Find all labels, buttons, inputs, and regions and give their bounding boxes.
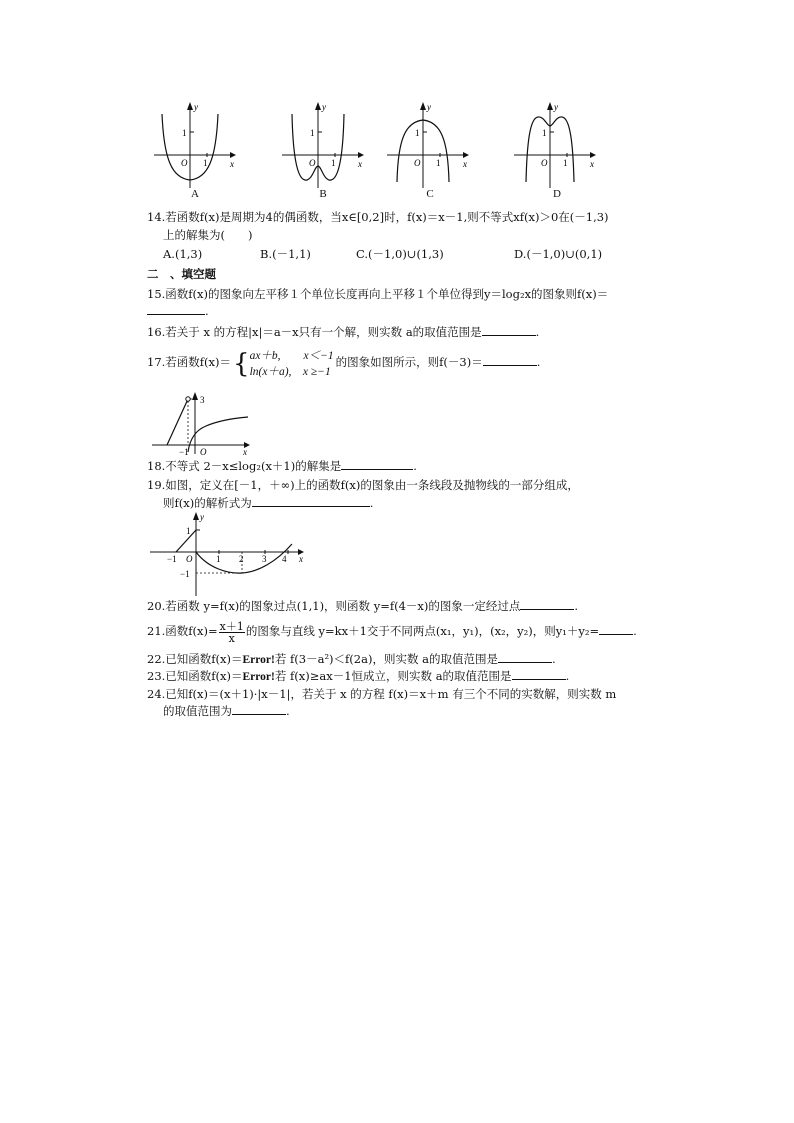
q23-line: [147, 669, 569, 684]
graph-c: [385, 100, 475, 205]
q19-line2: [163, 496, 373, 510]
origin-label: O: [309, 158, 316, 168]
axis-x-label: x: [590, 159, 594, 169]
tick-label-x-one: 1: [563, 158, 568, 168]
q21-fraction: [219, 621, 245, 644]
axis-x-label: x: [358, 159, 362, 169]
q21-suffix: 的图象与直线 y=kx＋1交于不同两点(x₁，y₁)，(x₂，y₂)，则y₁＋y₂=: [245, 624, 600, 638]
q23-end: .: [565, 669, 570, 683]
q20-end: .: [574, 599, 579, 613]
q24-text: 的取值范围为: [163, 704, 232, 718]
q17-prefix: 17.若函数f(x)＝: [147, 355, 232, 369]
q14-line1: 14.若函数f(x)是周期为4的偶函数，当x∈[0,2]时，f(x)＝x－1,则不等式xf(x)＞0在(－1,3): [147, 210, 609, 224]
fig19-origin: O: [186, 554, 193, 564]
q19-text: 则f(x)的解析式为: [163, 496, 252, 510]
graph-d-plot: [512, 100, 602, 190]
tick-label-x-one: 1: [331, 158, 336, 168]
origin-label: O: [181, 158, 188, 168]
axis-y-label: y: [194, 102, 198, 112]
q17-cases: [250, 348, 334, 380]
q22-answer-blank: [498, 652, 552, 663]
fig17-label-neg-one: −1: [179, 447, 189, 456]
q18-answer-blank: [341, 459, 413, 470]
q22-line: [147, 652, 556, 667]
q18-text: 18.不等式 2－x≤log₂(x＋1)的解集是: [147, 459, 342, 473]
q22-error-text: Error!: [242, 654, 275, 666]
graph-b: [278, 100, 368, 205]
q15-end: .: [205, 304, 209, 318]
q21-denominator: x: [228, 631, 235, 645]
q17-figure: [150, 390, 255, 456]
fig19-axis-x: x: [299, 554, 303, 564]
q17-brace: {: [233, 349, 250, 379]
q15-line1: 15.函数f(x)的图象向左平移１个单位长度再向上平移１个单位得到y＝log₂x的图象则f(x)＝: [147, 287, 609, 301]
fig17-origin: O: [200, 447, 207, 456]
q21-numerator: x＋1: [219, 619, 244, 633]
q18-end: .: [413, 459, 417, 473]
graph-b-caption: B: [319, 188, 327, 200]
tick-label-x-one: 1: [436, 158, 441, 168]
fig19-label-one-y: 1: [186, 526, 191, 536]
q22-end: .: [551, 652, 556, 666]
q14-option-c: C.(－1,0)∪(1,3): [356, 247, 444, 261]
q24-line2: [163, 704, 290, 718]
q20-answer-blank: [520, 599, 574, 610]
fig19-tick-neg-one: −1: [167, 554, 177, 564]
q16-line: [147, 325, 539, 339]
tick-label-y-one: 1: [542, 128, 547, 138]
fig19-axis-y: y: [200, 512, 204, 522]
graph-c-caption: C: [426, 188, 434, 200]
q17-line: [147, 344, 540, 381]
q22-prefix: 22.已知函数f(x)＝: [147, 652, 243, 666]
q23-error-text: Error!: [242, 671, 275, 683]
q15-line2: [147, 304, 209, 318]
q14-line2: 上的解集为( ): [163, 228, 253, 242]
tick-label-y-one: 1: [415, 128, 420, 138]
q17-case1: ax＋b, x＜−1: [249, 350, 334, 362]
q16-end: .: [535, 325, 540, 339]
q17-end: .: [536, 355, 541, 369]
axis-x-label: x: [230, 159, 234, 169]
graph-b-plot: [278, 100, 368, 190]
graph-d: [512, 100, 602, 205]
q15-answer-blank: [147, 304, 205, 315]
axis-y-label: y: [554, 102, 558, 112]
fig19-tick-one: 1: [216, 554, 221, 564]
q21-answer-blank: [599, 624, 633, 635]
axis-y-label: y: [322, 102, 326, 112]
q21-end: .: [633, 624, 637, 638]
axis-x-label: x: [463, 159, 467, 169]
axis-y-label: y: [427, 102, 431, 112]
q21-line: [147, 614, 637, 648]
q20-line: [147, 599, 578, 613]
q17-answer-blank: [483, 355, 537, 366]
origin-label: O: [541, 158, 548, 168]
q24-answer-blank: [232, 704, 286, 715]
origin-label: O: [414, 158, 421, 168]
graph-options: [150, 100, 600, 205]
graph-a-caption: A: [191, 188, 199, 200]
q17-piecewise: [233, 345, 334, 381]
tick-label-y-one: 1: [310, 128, 315, 138]
q19-line1: 19.如图，定义在[－1，＋∞)上的函数f(x)的图象由一条线段及抛物线的一部分组成，: [147, 478, 579, 492]
graph-a: [150, 100, 240, 205]
q21-prefix: 21.函数f(x)=: [147, 624, 218, 638]
q22-suffix: 若 f(3－a²)＜f(2a)，则实数 a的取值范围是: [274, 652, 498, 666]
tick-label-y-one: 1: [182, 128, 187, 138]
fig19-label-neg-one-y: −1: [180, 569, 190, 579]
q17-suffix: 的图象如图所示，则f(－3)＝: [335, 355, 483, 369]
q24-line1: 24.已知f(x)＝(x＋1)·|x－1|，若关于 x 的方程 f(x)＝x＋m 有三个不同的实数解，则实数 m: [147, 687, 617, 701]
q16-answer-blank: [482, 325, 536, 336]
fig19-tick-four: 4: [282, 554, 287, 564]
q14-option-d: D.(－1,0)∪(0,1): [514, 247, 603, 261]
section-fill-in-heading: 二 、填空题: [147, 267, 216, 281]
q23-answer-blank: [512, 669, 566, 680]
graph-a-plot: [150, 100, 240, 190]
q17-case2: ln(x＋a), x ≥−1: [249, 366, 331, 378]
graph-c-plot: [385, 100, 475, 190]
graph-d-caption: D: [553, 188, 561, 200]
q14-option-a: A.(1,3): [163, 247, 203, 261]
q14-options: [163, 247, 602, 261]
q23-suffix: 若 f(x)≥ax－1恒成立，则实数 a的取值范围是: [274, 669, 512, 683]
q19-answer-blank: [252, 496, 370, 507]
q20-text: 20.若函数 y=f(x)的图象过点(1,1)，则函数 y=f(4－x)的图象一定经过点: [147, 599, 521, 613]
q24-end: .: [286, 704, 290, 718]
q16-text: 16.若关于 x 的方程|x|＝a－x只有一个解，则实数 a的取值范围是: [147, 325, 482, 339]
fig17-axis-x: x: [243, 447, 247, 456]
q19-end: .: [369, 496, 374, 510]
fig17-label-three: 3: [200, 395, 205, 405]
q18-line: [147, 459, 417, 473]
q19-figure: [148, 510, 308, 598]
tick-label-x-one: 1: [203, 158, 208, 168]
q23-prefix: 23.已知函数f(x)＝: [147, 669, 243, 683]
fig19-tick-three: 3: [262, 554, 267, 564]
fig19-tick-two: 2: [239, 554, 244, 564]
q14-option-b: B.(－1,1): [260, 247, 311, 261]
